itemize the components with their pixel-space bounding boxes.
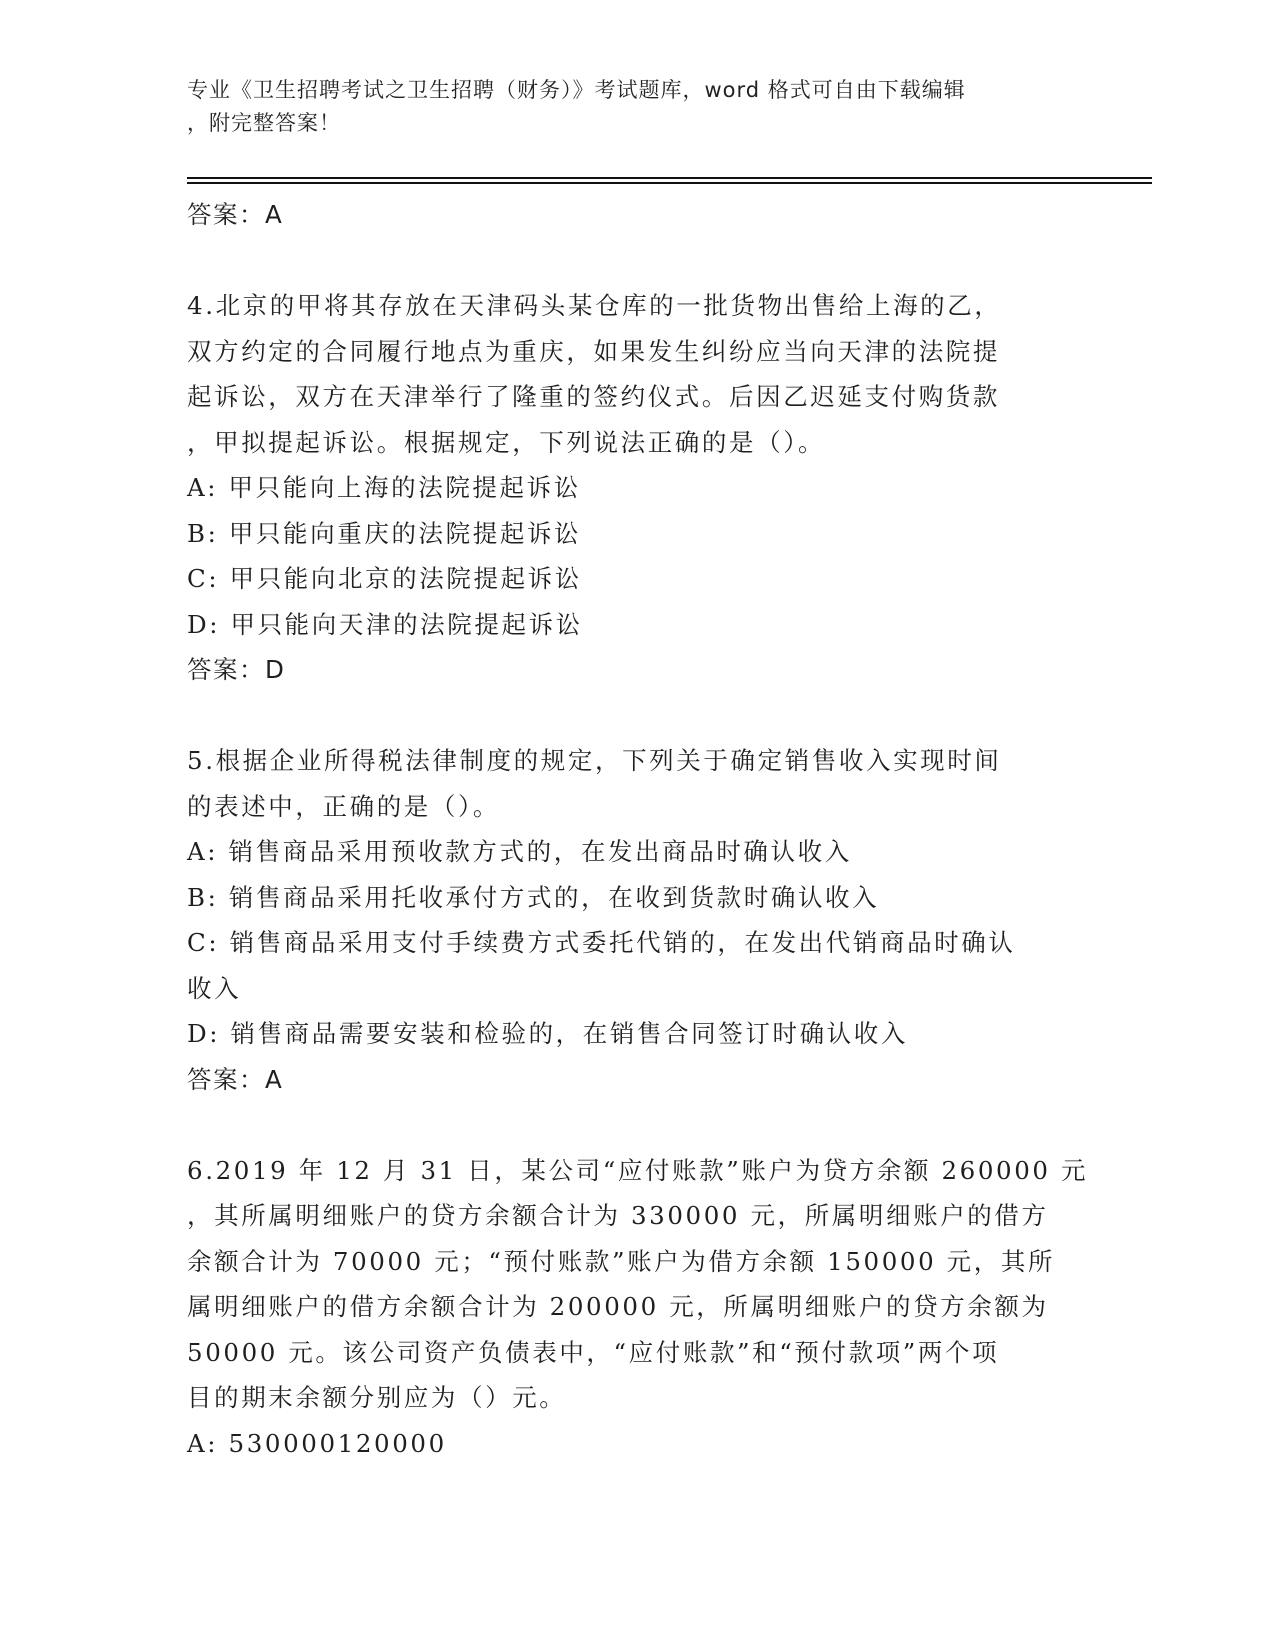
spacer: [187, 1102, 1087, 1148]
question-stem-line: 5.根据企业所得税法律制度的规定，下列关于确定销售收入实现时间: [187, 746, 1002, 775]
spacer: [187, 238, 1087, 284]
option-a: A: 530000120000: [187, 1428, 447, 1458]
answer: 答案：D: [187, 655, 286, 684]
header-rule-top: [187, 177, 1152, 179]
option-c-continued: 收入: [187, 973, 242, 1003]
option-a: A: 甲只能向上海的法院提起诉讼: [187, 473, 581, 502]
option-d: D: 甲只能向天津的法院提起诉讼: [187, 609, 583, 639]
question-stem-line: 4.北京的甲将其存放在天津码头某仓库的一批货物出售给上海的乙，: [187, 291, 1002, 320]
question-stem-line: 目的期末余额分别应为（）元。: [187, 1383, 567, 1412]
option-c: C: 甲只能向北京的法院提起诉讼: [187, 564, 582, 593]
question-stem-line: 属明细账户的借方余额合计为 200000 元，所属明细账户的贷方余额为: [187, 1292, 1049, 1321]
answer: 答案：A: [187, 1064, 284, 1094]
answer-previous: 答案：A: [187, 200, 284, 229]
question-4: [187, 283, 1087, 693]
page-header: [187, 74, 1067, 140]
question-stem-line: 余额合计为 70000 元；“预付账款”账户为借方余额 150000 元，其所: [187, 1246, 1056, 1276]
option-b: B: 销售商品采用托收承付方式的，在收到货款时确认收入: [187, 882, 880, 912]
option-b: B: 甲只能向重庆的法院提起诉讼: [187, 518, 582, 548]
question-stem-line: 起诉讼，双方在天津举行了隆重的签约仪式。后因乙迟延支付购货款: [187, 382, 1000, 411]
option-a: A: 销售商品采用预收款方式的，在发出商品时确认收入: [187, 837, 852, 866]
question-6: [187, 1148, 1087, 1467]
option-d: D: 销售商品需要安装和检验的，在销售合同签订时确认收入: [187, 1019, 908, 1048]
question-stem-line: 50000 元。该公司资产负债表中，“应付账款”和“预付款项”两个项: [187, 1337, 1000, 1367]
spacer: [187, 693, 1087, 739]
question-stem-line: 6.2019 年 12 月 31 日，某公司“应付账款”账户为贷方余额 260000 元: [187, 1155, 1089, 1185]
question-stem-line: ，其所属明细账户的贷方余额合计为 330000 元，所属明细账户的借方: [187, 1201, 1049, 1230]
header-rule-bottom: [187, 182, 1152, 184]
question-5: [187, 738, 1087, 1102]
header-line-2: ，附完整答案！: [187, 111, 341, 135]
question-stem-line: ，甲拟提起诉讼。根据规定，下列说法正确的是（）。: [187, 427, 826, 457]
option-c: C: 销售商品采用支付手续费方式委托代销的，在发出代销商品时确认: [187, 928, 1016, 957]
header-line-1: 专业《卫生招聘考试之卫生招聘（财务）》考试题库，word 格式可自由下载编辑: [187, 78, 966, 102]
question-content: [187, 192, 1087, 1466]
question-stem-line: 的表述中，正确的是（）。: [187, 791, 500, 821]
question-stem-line: 双方约定的合同履行地点为重庆，如果发生纠纷应当向天津的法院提: [187, 336, 1000, 366]
